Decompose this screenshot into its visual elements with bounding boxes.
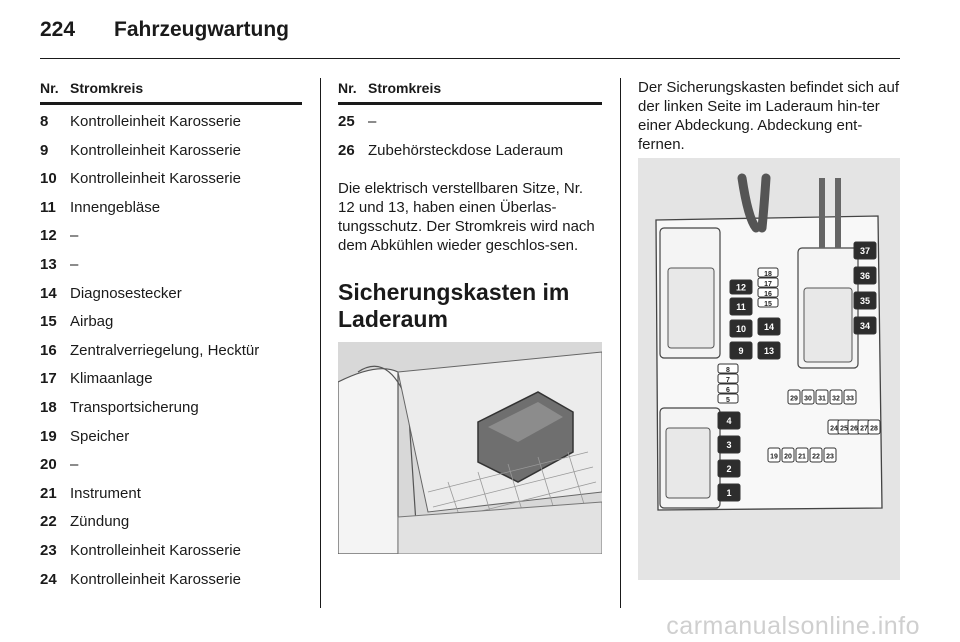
table-header-nr: Nr.	[40, 80, 59, 96]
circuit-name: Speicher	[70, 427, 130, 445]
load-compartment-drawing	[338, 342, 602, 554]
fuse-label: 4	[726, 416, 732, 426]
circuit-name: Kontrolleinheit Karosserie	[70, 541, 241, 559]
fuse-number: 16	[40, 341, 57, 359]
circuit-name: –	[70, 255, 79, 273]
section-title: Sicherungskasten im Laderaum	[338, 279, 570, 333]
fuse-number: 21	[40, 484, 57, 502]
fuse-label: 21	[798, 453, 806, 461]
circuit-name: Transportsicherung	[70, 398, 199, 416]
fuse-label: 29	[790, 395, 798, 403]
table-header	[338, 78, 602, 105]
circuit-name: Kontrolleinheit Karosserie	[70, 141, 241, 159]
table-header-nr: Nr.	[338, 80, 357, 96]
fuse-number: 22	[40, 513, 57, 531]
circuit-name: Instrument	[70, 484, 141, 502]
circuit-name: Innengebläse	[70, 198, 161, 216]
fuse-number: 19	[40, 427, 57, 445]
table-row	[40, 165, 302, 194]
table-row	[40, 194, 302, 223]
fuse-label: 9	[738, 346, 744, 356]
fuse-label: 32	[832, 395, 840, 403]
load-compartment-illustration	[338, 342, 602, 554]
fuse-label: 31	[818, 395, 826, 403]
fuse-number: 24	[40, 570, 57, 588]
table-row	[40, 280, 302, 309]
column-divider	[620, 78, 621, 608]
circuit-name: –	[368, 113, 377, 130]
fuse-label: 1	[726, 488, 732, 498]
table-row	[40, 222, 302, 251]
table-row	[40, 337, 302, 366]
fuse-label: 5	[726, 397, 730, 404]
table-row	[40, 508, 302, 537]
fuse-number: 10	[40, 170, 57, 188]
table-row	[40, 451, 302, 480]
fuse-label: 26	[850, 425, 858, 433]
table-header-circuit: Stromkreis	[368, 80, 442, 96]
fuse-label: 15	[764, 301, 772, 308]
fuse-label: 6	[726, 387, 730, 394]
fuse-number: 14	[40, 284, 57, 302]
fuse-label: 28	[870, 425, 878, 433]
circuit-name: –	[70, 227, 79, 245]
fuse-number: 15	[40, 313, 57, 331]
fuse-label: 36	[859, 271, 871, 281]
fuse-table-right	[338, 78, 602, 333]
fuse-number: 11	[40, 198, 56, 216]
fuse-label: 25	[840, 425, 848, 433]
table-row	[40, 137, 302, 166]
circuit-name: Klimaanlage	[70, 370, 153, 388]
table-header	[40, 78, 302, 105]
fuse-label: 16	[764, 291, 772, 298]
fuse-number: 17	[40, 370, 57, 388]
circuit-name: Zubehörsteckdose Laderaum	[368, 141, 564, 159]
circuit-name: Zentralverriegelung, Hecktür	[70, 341, 260, 359]
table-row	[338, 108, 602, 137]
table-row	[40, 308, 302, 337]
fuse-label: 8	[726, 367, 730, 374]
fuse-label: 10	[735, 324, 747, 334]
table-row	[40, 537, 302, 566]
column-divider	[320, 78, 321, 608]
circuit-name: Kontrolleinheit Karosserie	[70, 113, 241, 130]
table-row	[338, 137, 602, 166]
circuit-name: Diagnosestecker	[70, 284, 182, 302]
table-row	[40, 480, 302, 509]
fuse-number: 25	[338, 113, 355, 130]
circuit-name: Zündung	[70, 513, 130, 531]
page-title: Fahrzeugwartung	[114, 18, 290, 41]
fuse-label: 7	[726, 377, 730, 384]
fuse-label: 27	[860, 425, 868, 433]
fuse-label: 37	[859, 246, 871, 256]
circuit-name: Kontrolleinheit Karosserie	[70, 570, 241, 588]
watermark: carmanualsonline.info	[666, 612, 920, 640]
fuse-number: 8	[40, 113, 49, 130]
fuse-label: 33	[846, 395, 854, 403]
fuse-label: 30	[804, 395, 812, 403]
table-row	[40, 423, 302, 452]
header-rule	[40, 58, 900, 59]
table-rows	[40, 108, 302, 594]
fuse-number: 20	[40, 456, 57, 474]
fuse-label: 34	[859, 321, 871, 331]
fuse-number: 12	[40, 227, 57, 245]
page-number: 224	[40, 18, 76, 41]
circuit-name: Kontrolleinheit Karosserie	[70, 170, 241, 188]
location-paragraph: Der Sicherungskasten befindet sich auf der linken Seite im Laderaum hin-ter einer Abdeckung. Abdeckung ent-fernen.	[638, 79, 899, 153]
fuse-label: 24	[830, 425, 838, 433]
fuse-box-drawing	[638, 158, 900, 580]
circuit-name: Airbag	[70, 313, 114, 331]
fuse-label: 20	[784, 453, 792, 461]
fuse-label: 35	[859, 296, 871, 306]
fuse-label: 13	[763, 346, 775, 356]
table-header-circuit: Stromkreis	[70, 80, 144, 96]
fuse-label: 3	[726, 440, 732, 450]
fuse-table-left	[40, 78, 302, 594]
fuse-number: 23	[40, 541, 57, 559]
fuse-box-diagram	[638, 158, 900, 580]
fuse-number: 18	[40, 398, 57, 416]
fuse-label: 23	[826, 453, 834, 461]
table-row	[40, 394, 302, 423]
column-three	[638, 78, 900, 154]
table-row	[40, 108, 302, 137]
fuse-label: 11	[736, 302, 746, 312]
fuse-number: 9	[40, 141, 49, 159]
page-header	[40, 18, 289, 42]
table-row	[40, 566, 302, 595]
fuse-label: 14	[763, 322, 775, 332]
fuse-label: 22	[812, 453, 820, 461]
fuse-label: 18	[764, 271, 772, 278]
fuse-label: 19	[770, 453, 778, 461]
table-rows	[338, 108, 602, 165]
table-row	[40, 251, 302, 280]
fuse-number: 13	[40, 255, 57, 273]
fuse-label: 2	[726, 464, 732, 474]
fuse-label: 17	[764, 281, 772, 288]
seats-paragraph: Die elektrisch verstellbaren Sitze, Nr. 12 und 13, haben einen Überlas-tungsschutz. Der Stromkreis wird nach dem Abkühlen wieder geschlos-sen.	[338, 180, 595, 255]
fuse-label: 12	[735, 282, 747, 293]
fuse-number: 26	[338, 141, 355, 159]
circuit-name: –	[70, 456, 79, 474]
table-row	[40, 365, 302, 394]
